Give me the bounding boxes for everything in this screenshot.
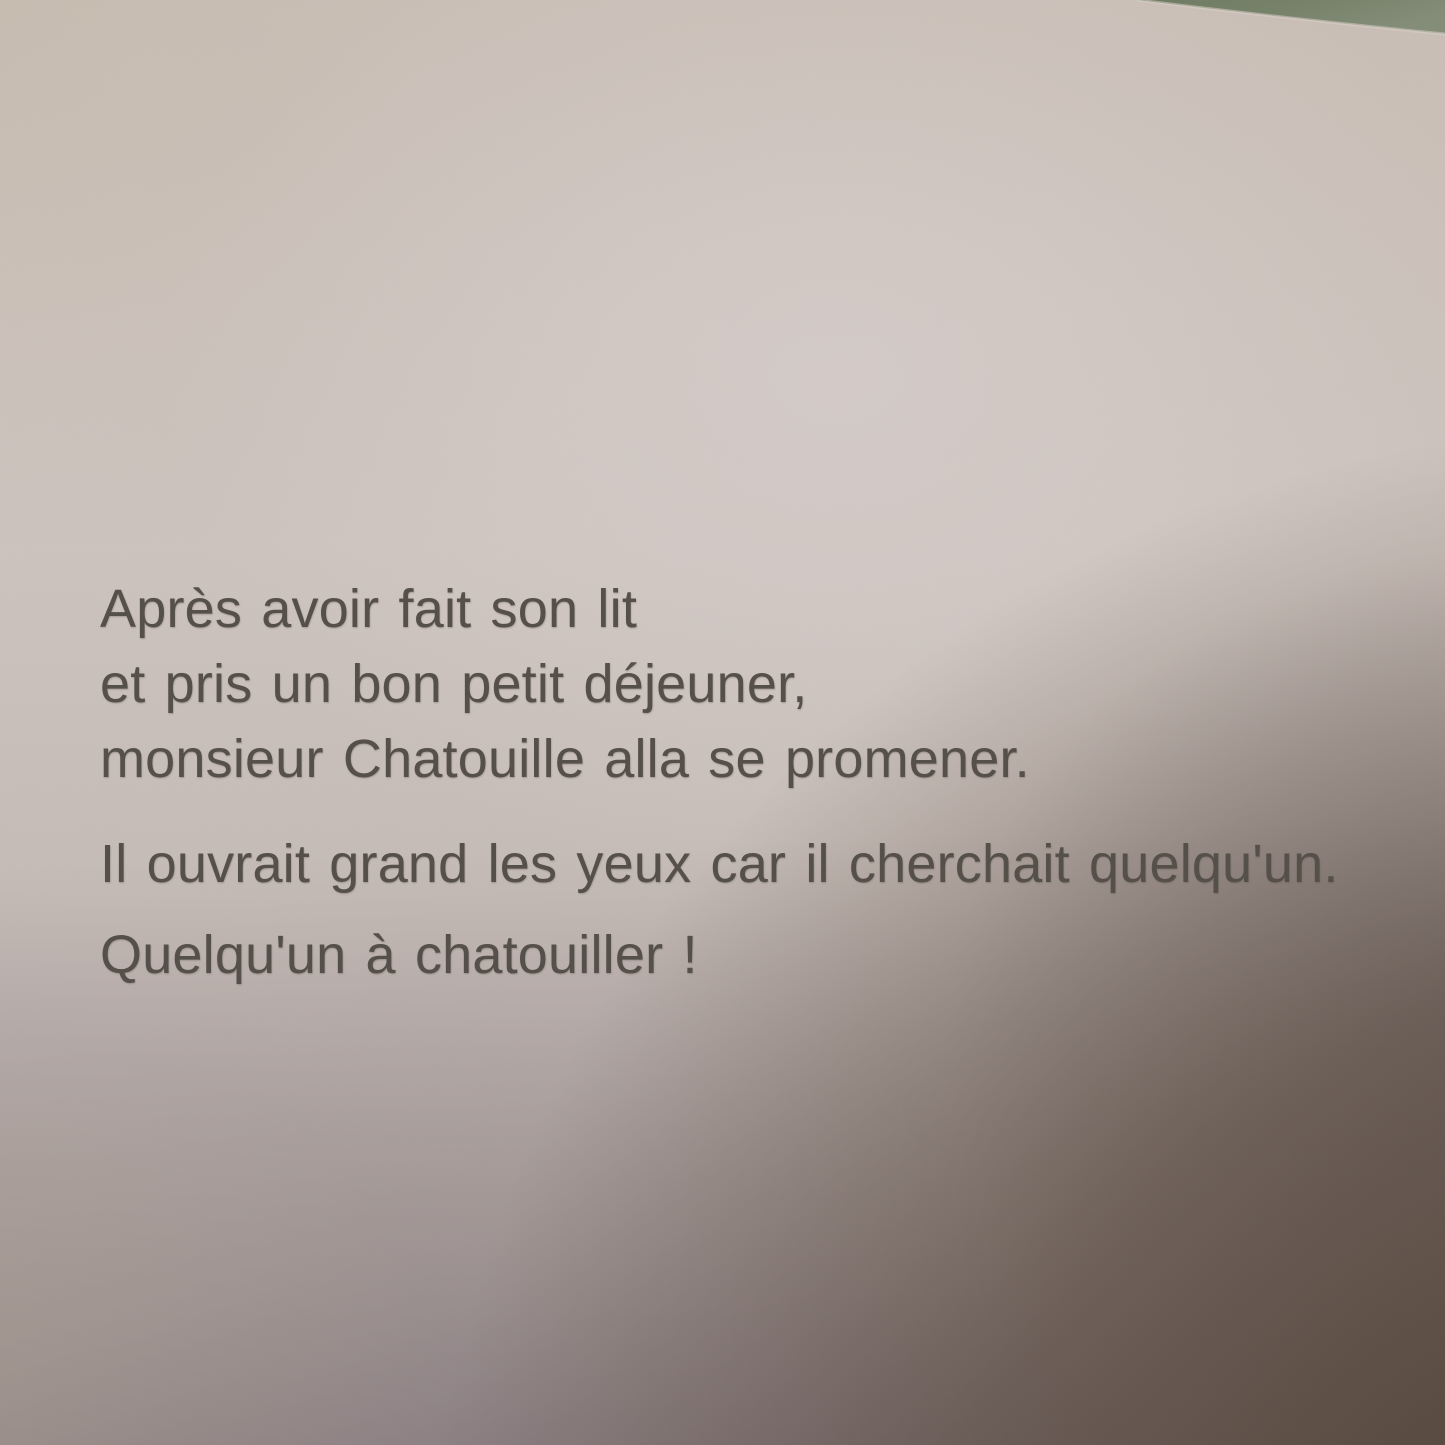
paragraph-3: [100, 918, 1425, 993]
page-text: [100, 572, 1425, 993]
paragraph-2: [100, 827, 1425, 902]
text-line: monsieur Chatouille alla se promener.: [100, 729, 1030, 789]
text-line: Après avoir fait son lit: [100, 579, 638, 639]
paragraph-1: [100, 572, 1425, 797]
text-line: Quelqu'un à chatouiller !: [100, 925, 698, 985]
fabric-background: [1125, 0, 1445, 60]
text-line: Il ouvrait grand les yeux car il cherchait quelqu'un.: [100, 834, 1339, 894]
text-line: et pris un bon petit déjeuner,: [100, 654, 808, 714]
